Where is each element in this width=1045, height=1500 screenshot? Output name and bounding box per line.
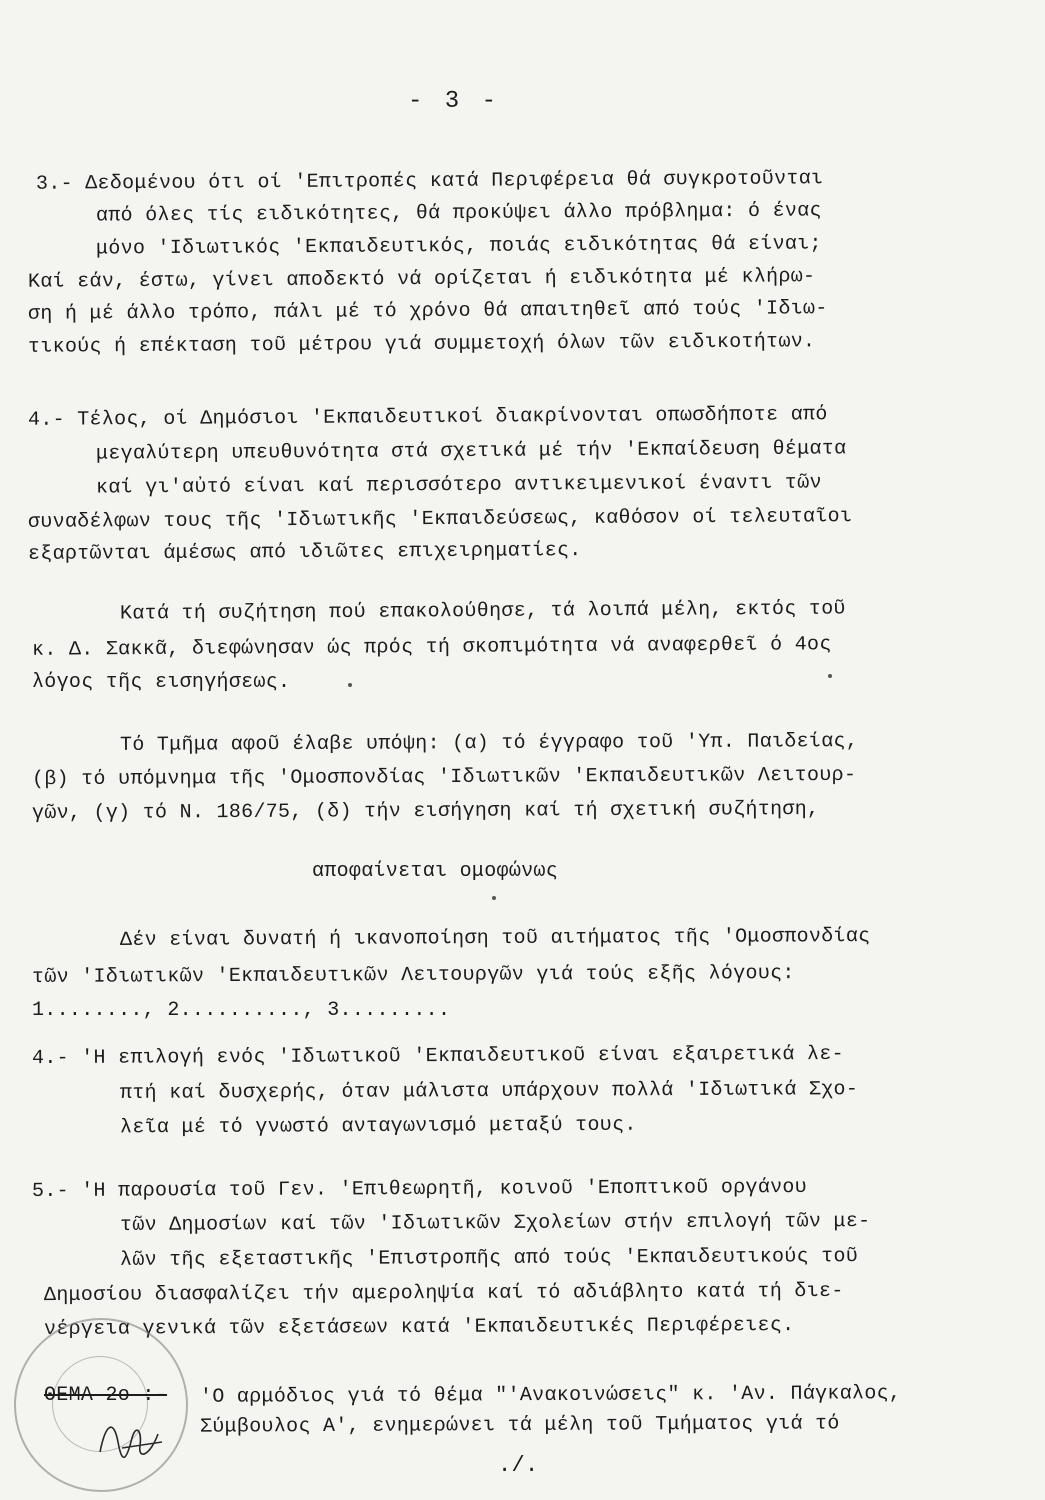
- continuation-mark: ./.: [498, 1453, 539, 1478]
- item3-line-5: ση ή μέ άλλο τρόπο, πάλι μέ τό χρόνο θά απαιτηθεῖ από τούς 'Ιδιω-: [27, 297, 828, 326]
- decision-heading: αποφαίνεται ομοφώνως: [312, 860, 559, 883]
- decision-line-1: Δέν είναι δυνατή ή ικανοποίηση τοῦ αιτήματος τῆς 'Ομοσπονδίας: [119, 925, 871, 952]
- point4-line-1: 4.- 'Η επιλογή ενός 'Ιδιωτικοῦ 'Εκπαιδευτικοῦ είναι εξαιρετικά λε-: [31, 1042, 844, 1071]
- point5-line-4: Δημοσίου διασφαλίζει τήν αμεροληψία καί τό αδιάβλητο κατά τή διε-: [43, 1279, 844, 1308]
- theme-line-2: Σύμβουλος Α', ενημερώνει τά μέλη τοῦ Τμήματος γιά τό: [199, 1412, 840, 1439]
- decision-line-2: τῶν 'Ιδιωτικῶν 'Εκπαιδευτικῶν Λειτουργῶν γιά τούς εξῆς λόγους:: [31, 962, 795, 989]
- point5-line-2: τῶν Δημοσίων καί τῶν 'Ιδιωτικῶν Σχολείων στήν επιλογή τῶν με-: [119, 1210, 871, 1237]
- theme-label: ΘΕΜΑ 2ο :-: [44, 1384, 168, 1407]
- page-number: - 3 -: [408, 88, 501, 115]
- item4-line-5: εξαρτῶνται άμέσως από ιδιῶτες επιχειρηματίες.: [27, 539, 582, 566]
- item4-line-2: μεγαλύτερη υπευθυνότητα στά σχετικά μέ τήν 'Εκπαίδευση θέματα: [95, 437, 847, 466]
- theme-line-1: 'Ο αρμόδιος γιά τό θέμα "'Ανακοινώσεις" κ. 'Αν. Πάγκαλος,: [199, 1382, 902, 1409]
- item3-line-2: από όλες τίς ειδικότητες, θά προκύψει άλλο πρόβλημα: ό ένας: [95, 199, 822, 228]
- ink-speck: [492, 896, 496, 900]
- ink-speck: [828, 674, 832, 678]
- signature: [92, 1412, 172, 1472]
- discussion-line-1: Κατά τή συζήτηση πού επακολούθησε, τά λοιπά μέλη, εκτός τοῦ: [119, 597, 846, 626]
- decision-line-3: 1........, 2.........., 3.........: [32, 999, 451, 1022]
- considered-line-2: (β) τό υπόμνημα τῆς 'Ομοσπονδίας 'Ιδιωτικῶν 'Εκπαιδευτικῶν Λειτουρ-: [31, 763, 857, 792]
- ink-speck: [348, 683, 352, 687]
- item4-line-1: 4.- Τέλος, οί Δημόσιοι 'Εκπαιδευτικοί διακρίνονται οπωσδήποτε από: [27, 403, 828, 432]
- item4-line-3: καί γι'αὐτό είναι καί περισσότερο αντικειμενικοί έναντι τῶν: [95, 471, 822, 500]
- point4-line-2: πτή καί δυσχερής, όταν μάλιστα υπάρχουν πολλά 'Ιδιωτικά Σχο-: [119, 1078, 859, 1105]
- item3-line-4: Καί εάν, έστω, γίνει αποδεκτό νά ορίζεται ή ειδικότητα μέ κλήρω-: [27, 265, 816, 294]
- point5-line-3: λῶν τῆς εξεταστικῆς 'Επιστροπῆς από τούς 'Εκπαιδευτικούς τοῦ: [119, 1245, 859, 1272]
- considered-line-3: γῶν, (γ) τό Ν. 186/75, (δ) τήν εισήγηση καί τή σχετική συζήτηση,: [31, 797, 820, 826]
- discussion-line-3: λόγος τῆς εισηγήσεως.: [32, 671, 291, 694]
- considered-line-1: Τό Τμῆμα αφοῦ έλαβε υπόψη: (α) τό έγγραφο τοῦ 'Υπ. Παιδείας,: [119, 730, 859, 757]
- item4-line-4: συναδέλφων τους τῆς 'Ιδιωτικῆς 'Εκπαιδεύσεως, καθόσον οί τελευταῖοι: [27, 505, 853, 534]
- item3-line-1: 3.- Δεδομένου ότι οί 'Επιτροπές κατά Περιφέρεια θά συγκροτοῦνται: [35, 167, 824, 196]
- point5-line-5: νέργεια γενικά τῶν εξετάσεων κατά 'Εκπαιδευτικές Περιφέρειες.: [43, 1314, 795, 1341]
- point4-line-3: λεῖα μέ τό γνωστό ανταγωνισμό μεταξύ τους.: [119, 1113, 637, 1140]
- point5-line-1: 5.- 'Η παρουσία τοῦ Γεν. 'Επιθεωρητῆ, κοινοῦ 'Εποπτικοῦ οργάνου: [31, 1175, 808, 1204]
- item3-line-3: μόνο 'Ιδιωτικός 'Εκπαιδευτικός, ποιάς ειδικότητας θά είναι;: [95, 232, 822, 261]
- discussion-line-2: κ. Δ. Σακκᾶ, διεφώνησαν ώς πρός τή σκοπιμότητα νά αναφερθεῖ ό 4ος: [31, 633, 832, 662]
- item3-line-6: τικούς ή επέκταση τοῦ μέτρου γιά συμμετοχή όλων τῶν ειδικοτήτων.: [27, 330, 816, 359]
